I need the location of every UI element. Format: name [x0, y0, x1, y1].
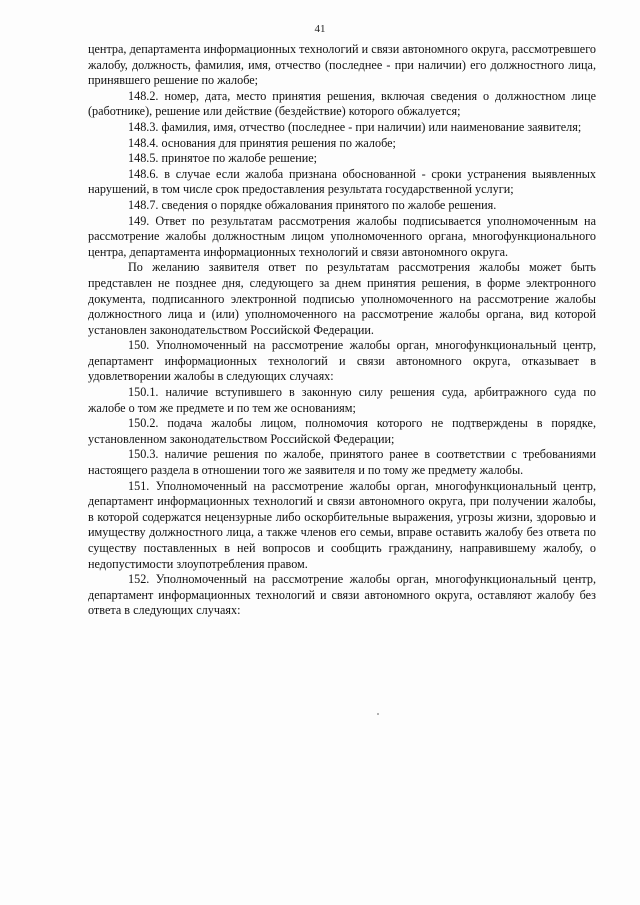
paragraph-152: 152. Уполномоченный на рассмотрение жалобы орган, многофункциональный центр, департамент информационных технологий и связи автономного округа, оставляют жалобу без ответа в следующих случаях:: [88, 572, 596, 618]
page-number: 41: [314, 23, 326, 35]
paragraph-148-5: 148.5. принятое по жалобе решение;: [128, 151, 318, 166]
paragraph-148-4: 148.4. основания для принятия решения по жалобе;: [128, 135, 396, 150]
paragraph-148-3: 148.3. фамилия, имя, отчество (последнее - при наличии) или наименование заявителя;: [128, 119, 582, 134]
paragraph-150: 150. Уполномоченный на рассмотрение жалобы орган, многофункциональный центр, департамент информационных технологий и связи автономного округа, отказывает в удовлетворении жалобы в следующих случаях:: [88, 338, 596, 384]
paragraph-148-1-continuation: центра, департамента информационных технологий и связи автономного округа, рассмотревшего жалобу, должность, фамилия, имя, отчество (последнее - при наличии) его должностного лица, принявшего решение по жалобе;: [88, 42, 596, 88]
paragraph-148-2: 148.2. номер, дата, место принятия решения, включая сведения о должностном лице (работнике), решение или действие (бездействие) которого обжалуется;: [88, 88, 596, 119]
paragraph-148-6: 148.6. в случае если жалоба признана обоснованной - сроки устранения выявленных нарушений, в том числе срок предоставления результата государственной услуги;: [88, 166, 596, 197]
paragraph-149-electronic-response: По желанию заявителя ответ по результатам рассмотрения жалобы может быть представлен не позднее дня, следующего за днем принятия решения, в форме электронного документа, подписанного электронной подписью уполномоченного на рассмотрение жалобы должностного лица и (или) уполномоченного на рассмотрение жалобы органа, вид которой установлен законодательством Российской Федерации.: [88, 260, 596, 337]
paragraph-151: 151. Уполномоченный на рассмотрение жалобы орган, многофункциональный центр, департамент информационных технологий и связи автономного округа, при получении жалобы, в которой содержатся нецензурные либо оскорбительные выражения, угрозы жизни, здоровью и имуществу должностного лица, а также членов его семьи, вправе оставить жалобу без ответа по существу поставленных в ней вопросов и сообщить гражданину, направившему жалобу, о недопустимости злоупотребления правом.: [88, 478, 596, 571]
document-body: [88, 42, 596, 619]
paragraph-150-2: 150.2. подача жалобы лицом, полномочия которого не подтверждены в порядке, установленном законодательством Российской Федерации;: [88, 416, 596, 446]
paragraph-149: 149. Ответ по результатам рассмотрения жалобы подписывается уполномоченным на рассмотрение жалобы должностным лицом уполномоченного органа, многофункционального центра, департамента информационных технологий и связи автономного округа.: [88, 213, 596, 259]
scan-speck: [377, 713, 379, 715]
paragraph-150-1: 150.1. наличие вступившего в законную силу решения суда, арбитражного суда по жалобе о том же предмете и по тем же основаниям;: [88, 385, 596, 415]
paragraph-148-7: 148.7. сведения о порядке обжалования принятого по жалобе решения.: [128, 197, 497, 212]
paragraph-150-3: 150.3. наличие решения по жалобе, принятого ранее в соответствии с требованиями настоящего раздела в отношении того же заявителя и по тому же предмету жалобы.: [88, 447, 596, 478]
